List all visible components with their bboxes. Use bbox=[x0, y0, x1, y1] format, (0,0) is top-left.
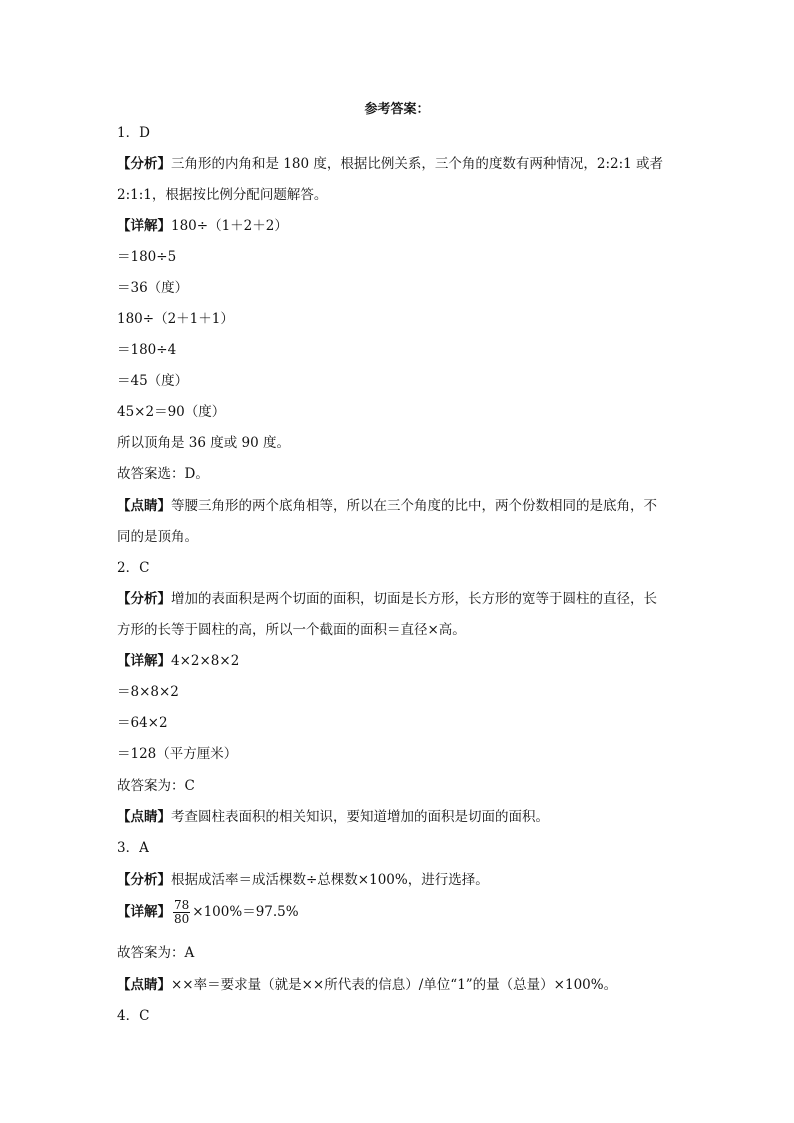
q3-analysis-line-1 bbox=[117, 872, 489, 888]
q1-step-2: ＝36（度） bbox=[117, 280, 189, 296]
q2-detail-text-1: 4×2×8×2 bbox=[171, 653, 240, 669]
q3-detail-tag: 【详解】 bbox=[117, 904, 171, 920]
q3-fraction bbox=[173, 899, 190, 926]
q1-analysis-tag: 【分析】 bbox=[117, 156, 171, 172]
q2-step-1: ＝8×8×2 bbox=[117, 684, 179, 700]
q1-analysis-line-1 bbox=[117, 156, 663, 172]
q2-analysis-line-2: 方形的长等于圆柱的高，所以一个截面的面积＝直径×高。 bbox=[117, 622, 466, 638]
q3-analysis-tag: 【分析】 bbox=[117, 872, 171, 888]
q1-step-3: 180÷（2＋1＋1） bbox=[117, 311, 234, 327]
q2-analysis-tag: 【分析】 bbox=[117, 591, 171, 607]
q4-label: 4．C bbox=[117, 1008, 150, 1024]
q1-remark-text-1: 等腰三角形的两个底角相等，所以在三个角度的比中，两个份数相同的是底角，不 bbox=[171, 498, 657, 514]
q2-detail-tag: 【详解】 bbox=[117, 653, 171, 669]
q3-label: 3．A bbox=[117, 840, 149, 856]
q1-analysis-text-1: 三角形的内角和是 180 度，根据比例关系，三个角的度数有两种情况，2:2:1 或者 bbox=[171, 156, 664, 172]
q3-remark-line-1 bbox=[117, 977, 617, 993]
q2-answer: 故答案为：C bbox=[117, 778, 195, 794]
q3-remark-tag: 【点睛】 bbox=[117, 977, 171, 993]
q3-fraction-numerator: 78 bbox=[174, 898, 190, 912]
q1-remark-line-2: 同的是顶角。 bbox=[117, 529, 198, 545]
q1-remark-line-1 bbox=[117, 498, 657, 514]
page-title: 参考答案： bbox=[364, 102, 430, 117]
q1-step-7: 所以顶角是 36 度或 90 度。 bbox=[117, 435, 291, 451]
q1-step-6: 45×2＝90（度） bbox=[117, 404, 226, 420]
q2-detail-line-1 bbox=[117, 653, 239, 669]
q2-remark-text-1: 考查圆柱表面积的相关知识，要知道增加的面积是切面的面积。 bbox=[171, 809, 549, 825]
q1-remark-tag: 【点睛】 bbox=[117, 498, 171, 514]
q2-analysis-text-1: 增加的表面积是两个切面的面积，切面是长方形，长方形的宽等于圆柱的直径，长 bbox=[171, 591, 657, 607]
q3-analysis-text-1: 根据成活率＝成活棵数÷总棵数×100%，进行选择。 bbox=[171, 872, 489, 888]
q2-label: 2．C bbox=[117, 560, 150, 576]
q2-step-2: ＝64×2 bbox=[117, 715, 168, 731]
q3-fraction-denominator: 80 bbox=[174, 912, 190, 926]
q1-label: 1．D bbox=[117, 125, 150, 141]
q2-analysis-line-1 bbox=[117, 591, 657, 607]
q1-answer: 故答案选：D。 bbox=[117, 466, 209, 482]
q1-step-5: ＝45（度） bbox=[117, 373, 189, 389]
q2-remark-line-1 bbox=[117, 809, 549, 825]
q2-step-3: ＝128（平方厘米） bbox=[117, 746, 238, 762]
q1-step-4: ＝180÷4 bbox=[117, 342, 177, 358]
q3-detail-rest: ×100%＝97.5% bbox=[192, 904, 299, 920]
q1-detail-line-1 bbox=[117, 218, 288, 234]
q3-detail-line-1 bbox=[117, 899, 299, 926]
q2-remark-tag: 【点睛】 bbox=[117, 809, 171, 825]
q3-remark-text-1: ××率＝要求量（就是××所代表的信息）/单位“1”的量（总量）×100%。 bbox=[171, 977, 618, 993]
q1-detail-tag: 【详解】 bbox=[117, 218, 171, 234]
q3-answer: 故答案为：A bbox=[117, 945, 195, 961]
q1-analysis-line-2: 2:1:1，根据按比例分配问题解答。 bbox=[117, 187, 328, 203]
q1-detail-text-1: 180÷（1＋2＋2） bbox=[171, 218, 288, 234]
q1-step-1: ＝180÷5 bbox=[117, 249, 177, 265]
